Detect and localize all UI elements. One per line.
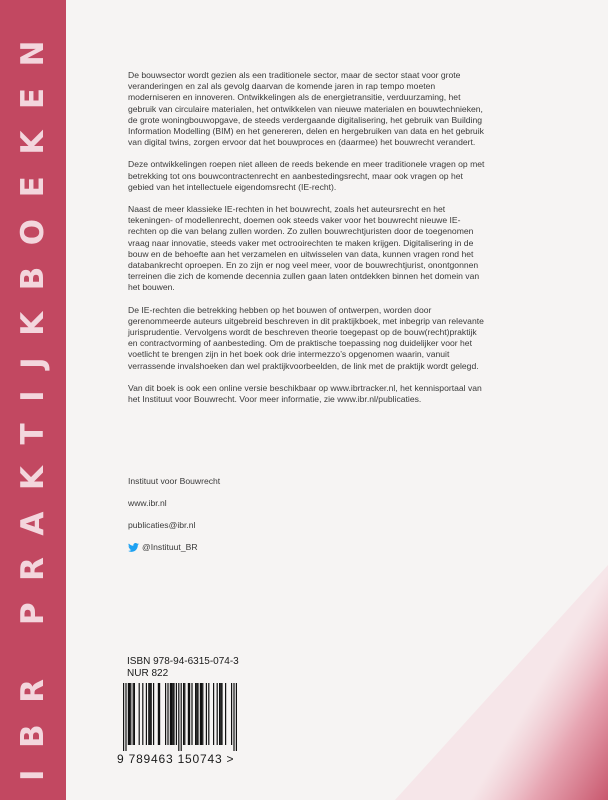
barcode-bar bbox=[178, 683, 179, 751]
barcode-bar bbox=[196, 683, 197, 745]
barcode-bar bbox=[213, 683, 214, 745]
barcode-bar bbox=[129, 683, 130, 745]
barcode-bar bbox=[142, 683, 143, 745]
blurb bbox=[128, 70, 488, 416]
barcode-bar bbox=[217, 683, 218, 745]
spine-band bbox=[0, 0, 66, 800]
barcode-bar bbox=[167, 683, 168, 745]
barcode-bar bbox=[233, 683, 234, 751]
barcode-bar bbox=[172, 683, 173, 745]
barcode-bar bbox=[206, 683, 207, 745]
isbn-block bbox=[127, 656, 239, 680]
org-name: Instituut voor Bouwrecht bbox=[128, 476, 221, 486]
barcode-bars bbox=[117, 683, 241, 751]
email-link[interactable]: publicaties@ibr.nl bbox=[128, 520, 196, 530]
barcode-bar bbox=[200, 683, 201, 745]
barcode-bar bbox=[153, 683, 154, 745]
barcode-bar bbox=[221, 683, 222, 745]
barcode-bar bbox=[181, 683, 182, 751]
barcode-bar bbox=[195, 683, 196, 745]
website-link[interactable]: www.ibr.nl bbox=[128, 498, 167, 508]
barcode-bar bbox=[189, 683, 190, 745]
series-title: IBR PRAKTIJKBOEKEN bbox=[15, 19, 51, 781]
barcode-bar bbox=[225, 683, 226, 745]
barcode-bar bbox=[231, 683, 232, 745]
twitter-bird-icon bbox=[128, 543, 139, 552]
nur-code: NUR 822 bbox=[127, 668, 169, 679]
barcode-bar bbox=[133, 683, 134, 745]
barcode-bar bbox=[130, 683, 131, 745]
barcode-bar bbox=[208, 683, 209, 745]
barcode-bar bbox=[128, 683, 129, 745]
barcode-bar bbox=[148, 683, 149, 745]
barcode-bar bbox=[202, 683, 203, 745]
paragraph: Van dit boek is ook een online versie beschikbaar op www.ibrtracker.nl, het kennisportaal van het Instituut voor Bouwrecht. Voor meer informatie, zie www.ibr.nl/publicaties. bbox=[128, 382, 482, 405]
barcode-bar bbox=[159, 683, 160, 745]
paragraph: Deze ontwikkelingen roepen niet alleen de reeds bekende en meer traditionele vragen op met betrekking tot ons bouwcontractenrecht en aanbestedingsrecht, maar ook vragen op het gebied van het intellectuele eigendomsrecht (IE-recht). bbox=[128, 159, 485, 192]
barcode-bar bbox=[219, 683, 220, 745]
isbn-number: ISBN 978-94-6315-074-3 bbox=[127, 656, 239, 667]
barcode-bar bbox=[123, 683, 124, 751]
barcode-bar bbox=[134, 683, 135, 745]
barcode bbox=[117, 683, 241, 756]
barcode-bar bbox=[191, 683, 192, 745]
barcode-bar bbox=[170, 683, 171, 745]
barcode-bar bbox=[220, 683, 221, 745]
barcode-bar bbox=[173, 683, 174, 745]
paragraph: Naast de meer klassieke IE-rechten in het bouwrecht, zoals het auteursrecht en het tekeningen- of modellenrecht, doemen ook steeds vaker voor het bouwrecht nieuwe IE-rechten op die van belang zullen worden. Zo zullen bouwrechtjuristen door de toegenomen vraag naar innovatie, steeds vaker met octrooirechten te maken krijgen. Digitalisering in de bouw en de behoefte aan het verzamelen en uitwisselen van data, kunnen vragen rond het databankrecht oproepen. En zo zijn er nog veel meer, voor de bouwrechtjurist, onontgonnen terreinen die zich de komende decennia zullen gaan laten ontdekken binnen het domein van het bouwen. bbox=[128, 204, 480, 293]
barcode-bar bbox=[146, 683, 147, 745]
barcode-bar bbox=[149, 683, 150, 745]
barcode-bar bbox=[201, 683, 202, 745]
barcode-bar bbox=[139, 683, 140, 745]
paragraph: De bouwsector wordt gezien als een traditionele sector, maar de sector staat voor grote veranderingen en zal als gevolg daarvan de komende jaren in rap tempo moeten moderniseren en innoveren. Ontwikkelingen als de energietransitie, verduurzaming, het gebruik van circulaire materialen, het ontwikkelen van nieuwe materialen en bouwtechnieken, de grote woningbouwopgave, de steeds verdergaande digitalisering, het gebruik van Building Information Modelling (BIM) en het genereren, delen en hergebruiken van data en het gebruik van digital twins, zorgen ervoor dat het bouwproces en (daarmee) het bouwrecht verandert. bbox=[128, 70, 484, 148]
barcode-bar bbox=[188, 683, 189, 745]
barcode-bar bbox=[158, 683, 159, 745]
barcode-bar bbox=[125, 683, 126, 751]
barcode-bar bbox=[165, 683, 166, 745]
barcode-bar bbox=[171, 683, 172, 745]
contact-block bbox=[128, 476, 220, 564]
barcode-bar bbox=[236, 683, 237, 751]
barcode-bar bbox=[176, 683, 177, 745]
barcode-bar bbox=[183, 683, 184, 745]
barcode-digits: 9 789463 150743 > bbox=[117, 752, 235, 766]
twitter-handle[interactable] bbox=[128, 542, 220, 553]
barcode-bar bbox=[184, 683, 185, 745]
paragraph: De IE-rechten die betrekking hebben op het bouwen of ontwerpen, worden door gerenommeerde auteurs uitgebreid beschreven in dit praktijkboek, met inbegrip van relevante jurisprudentie. Vervolgens wordt de beschreven theorie toegepast op de bouw(recht)praktijk en contractvorming of aanbesteding. Om de praktische toepassing nog duidelijker voor het voetlicht te brengen zijn in het boek ook drie intermezzo’s opgenomen waarin, vanuit verrassende invalshoeken dan wel praktijkvoorbeelden, de link met de praktijk wordt gelegd. bbox=[128, 304, 484, 371]
twitter-text: @Instituut_BR bbox=[142, 542, 198, 552]
barcode-bar bbox=[197, 683, 198, 745]
corner-triangle bbox=[395, 565, 608, 800]
barcode-bar bbox=[151, 683, 152, 745]
